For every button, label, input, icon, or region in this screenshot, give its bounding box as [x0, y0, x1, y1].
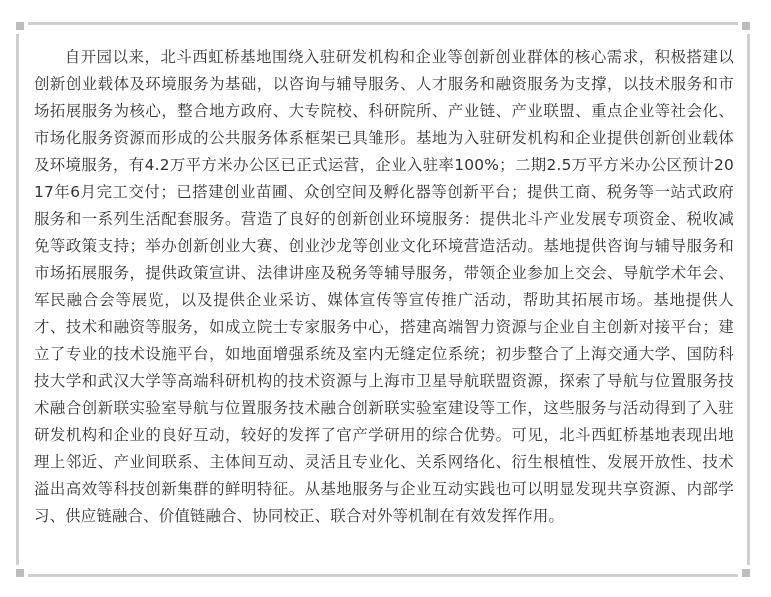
frame-corner-bottom-right: [742, 569, 750, 577]
text-frame: [16, 22, 750, 577]
frame-corner-bottom-left: [16, 569, 24, 577]
frame-border-right: [747, 34, 750, 565]
frame-border-left: [16, 34, 19, 565]
article-paragraph: 自开园以来，北斗西虹桥基地围绕入驻研发机构和企业等创新创业群体的核心需求，积极搭建以创新创业载体及环境服务为基础，以咨询与辅导服务、人才服务和融资服务为支撑，以技术服务和市场拓展服务为核心，整合地方政府、大专院校、科研院所、产业链、产业联盟、重点企业等社会化、市场化服务资源而形成的公共服务体系框架已具雏形。基地为入驻研发机构和企业提供创新创业载体及环境服务，有4.2万平方米办公区已正式运营，企业入驻率100%；二期2.5万平方米办公区预计2017年6月完工交付；已搭建创业苗圃、众创空间及孵化器等创新平台；提供工商、税务等一站式政府服务和一系列生活配套服务。营造了良好的创新创业环境服务：提供北斗产业发展专项资金、税收减免等政策支持；举办创新创业大赛、创业沙龙等创业文化环境营造活动。基地提供咨询与辅导服务和市场拓展服务，提供政策宣讲、法律讲座及税务等辅导服务，带领企业参加上交会、导航学术年会、军民融合会等展览，以及提供企业采访、媒体宣传等宣传推广活动，帮助其拓展市场。基地提供人才、技术和融资等服务，如成立院士专家服务中心，搭建高端智力资源与企业自主创新对接平台；建立了专业的技术设施平台，如地面增强系统及室内无缝定位系统；初步整合了上海交通大学、国防科技大学和武汉大学等高端科研机构的技术资源与上海市卫星导航联盟资源，探索了导航与位置服务技术融合创新联实验室导航与位置服务技术融合创新联实验室建设等工作，这些服务与活动得到了入驻研发机构和企业的良好互动，较好的发挥了官产学研用的综合优势。可见，北斗西虹桥基地表现出地理上邻近、产业间联系、主体间互动、灵活且专业化、关系网络化、衍生根植性、发展开放性、技术溢出高效等科技创新集群的鲜明特征。从基地服务与企业互动实践也可以明显发现共享资源、内部学习、供应链融合、价值链融合、协同校正、联合对外等机制在有效发挥作用。: [34, 48, 734, 525]
frame-border-top: [28, 22, 738, 25]
frame-corner-top-left: [16, 22, 24, 30]
frame-border-bottom: [28, 574, 738, 577]
frame-corner-top-right: [742, 22, 750, 30]
